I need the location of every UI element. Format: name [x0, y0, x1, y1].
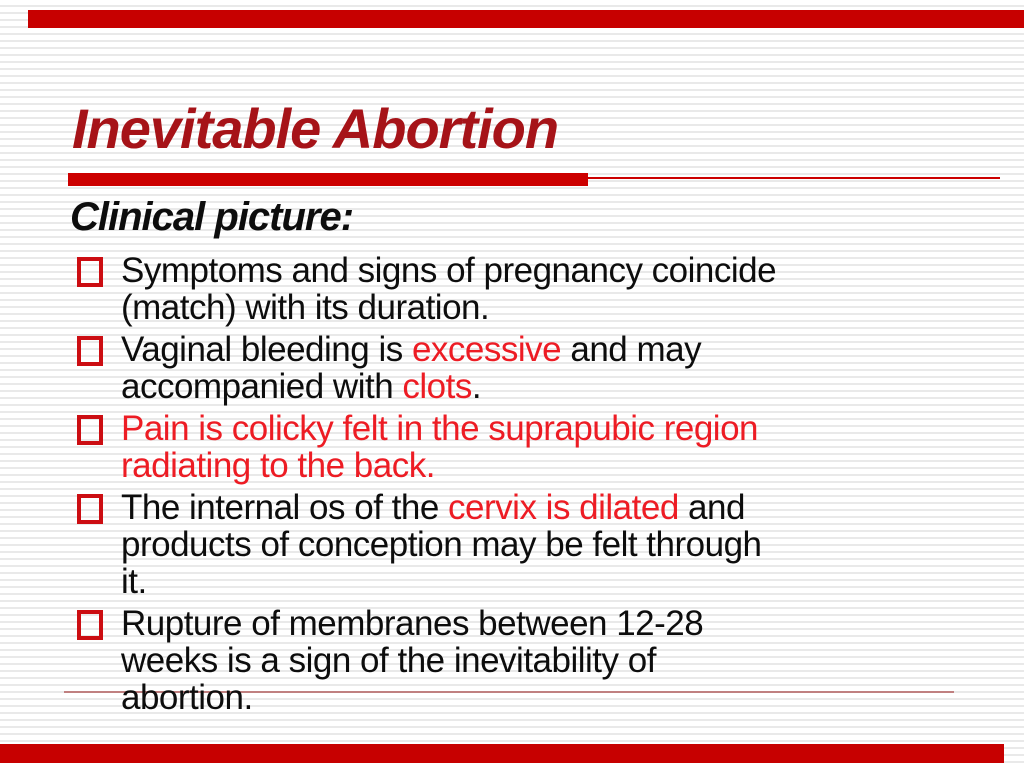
title-underline-bar: [68, 173, 588, 186]
bullet-text: [121, 252, 776, 326]
highlighted-red-text: Pain is colicky felt in the suprapubic region: [121, 409, 759, 448]
body-text: it.: [121, 562, 147, 601]
bullet-text-line: [121, 679, 703, 716]
bullet-square-icon: [77, 610, 103, 640]
bullet-text: [121, 489, 762, 600]
section-heading: Clinical picture:: [70, 195, 354, 239]
body-text: The internal os of the: [121, 488, 449, 527]
title-underline-thin-line: [588, 177, 1000, 179]
bullet-text-line: [121, 563, 762, 600]
bullet-text-line: [121, 642, 703, 679]
bullet-text-line: [121, 331, 701, 368]
bullet-square-icon: [77, 494, 103, 524]
highlighted-red-text: radiating to the back.: [121, 446, 435, 485]
body-text: Symptoms and signs of pregnancy coincide: [121, 251, 777, 290]
bullet-text: [121, 410, 758, 484]
bullet-item: [70, 331, 950, 405]
bottom-accent-bar: [0, 744, 1004, 763]
bullet-text-line: [121, 289, 776, 326]
bullet-text-line: [121, 526, 762, 563]
body-text: accompanied with: [121, 367, 403, 406]
bullet-text-line: [121, 447, 758, 484]
body-text: .: [471, 367, 482, 406]
body-text: Vaginal bleeding is: [121, 330, 412, 369]
highlighted-red-text: clots: [402, 367, 472, 406]
bullet-text: [121, 331, 701, 405]
bullet-square-icon: [77, 336, 103, 366]
bullet-text-line: [121, 489, 762, 526]
bullet-text: [121, 605, 703, 716]
bullet-item: [70, 605, 950, 716]
slide-body: [70, 196, 950, 721]
body-text: weeks is a sign of the inevitability of: [121, 641, 656, 680]
bullet-list: [70, 252, 950, 716]
body-text: and may: [561, 330, 702, 369]
bullet-text-line: [121, 410, 758, 447]
bullet-square-icon: [77, 415, 103, 445]
bullet-square-icon: [77, 257, 103, 287]
body-text: (match) with its duration.: [121, 288, 490, 327]
body-text: products of conception may be felt through: [121, 525, 762, 564]
bullet-item: [70, 489, 950, 600]
bullet-item: [70, 410, 950, 484]
top-accent-bar: [28, 10, 1024, 28]
body-text: Rupture of membranes between 12-28: [121, 604, 704, 643]
bullet-text-line: [121, 368, 701, 405]
slide-title: Inevitable Abortion: [72, 97, 559, 160]
bullet-item: [70, 252, 950, 326]
body-text: abortion.: [121, 678, 253, 717]
bullet-text-line: [121, 252, 776, 289]
highlighted-red-text: cervix is dilated: [448, 488, 679, 527]
bullet-text-line: [121, 605, 703, 642]
body-text: and: [678, 488, 745, 527]
highlighted-red-text: excessive: [411, 330, 562, 369]
